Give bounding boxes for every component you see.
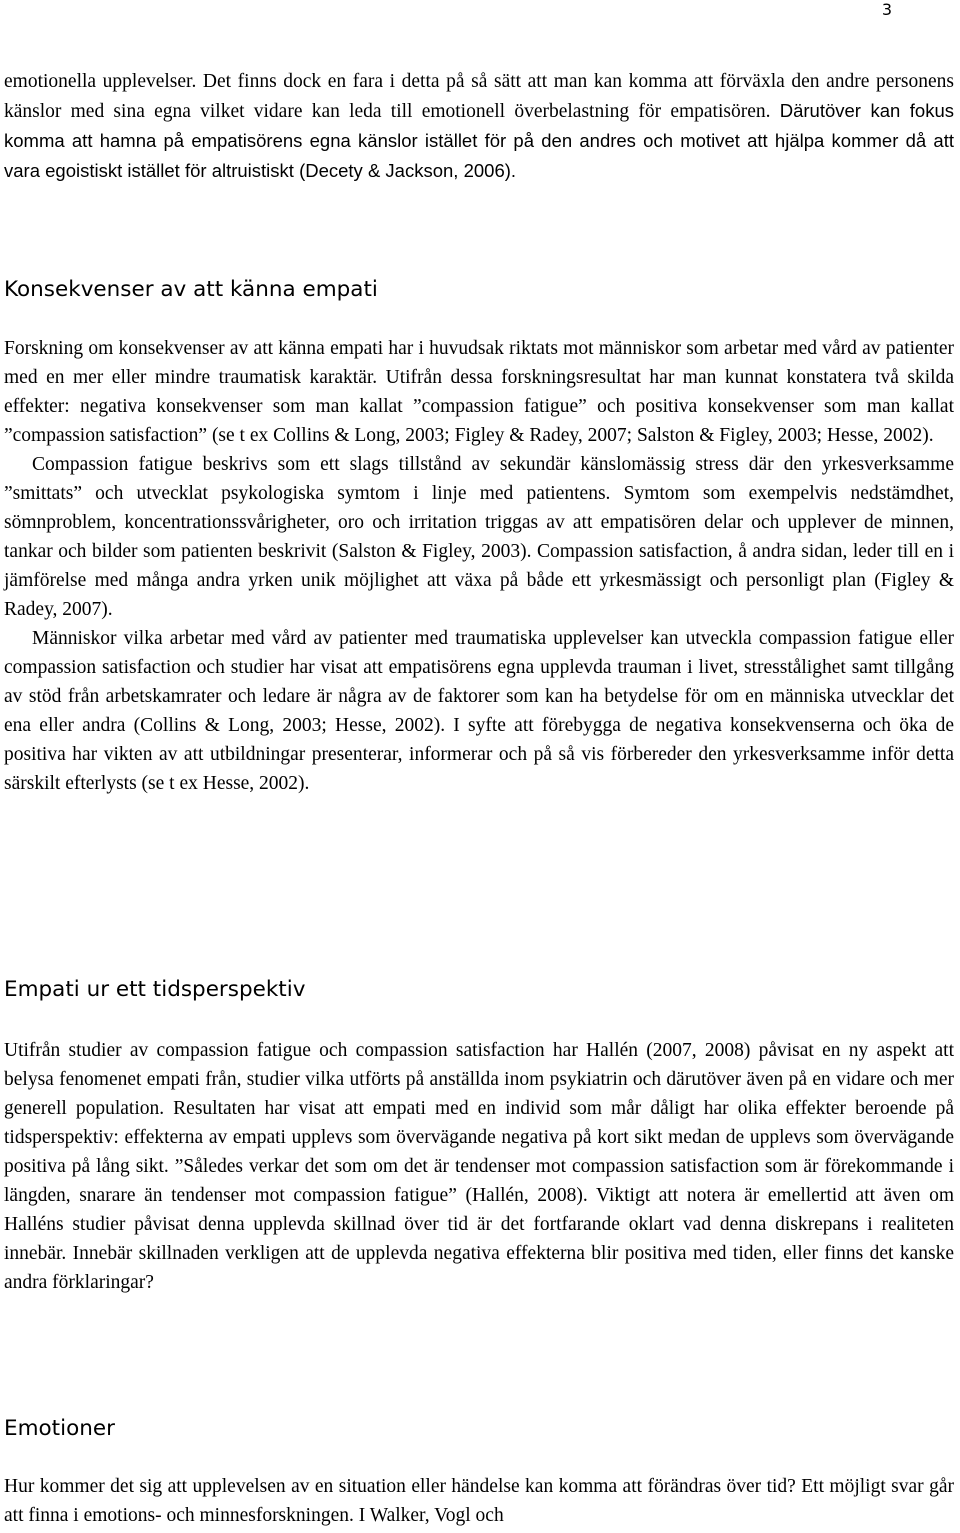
tidsperspektiv-paragraph-1: Utifrån studier av compassion fatigue och compassion satisfaction har Hallén (2007, 2008) påvisat en ny aspekt att belysa fenomenet empati från, studier vilka utförts på anställda inom psykiatrin och därutöver även på en vidare och mer generell population. Resultaten har visat att empati med en individ som mår dåligt har olika effekter beroende på tidsperspektiv: effekterna av empati upplevs som övervägande negativa på kort sikt medan de upplevs som övervägande positiva på lång sikt. ”Således verkar det som om det är tendenser mot compassion satisfaction som är förekommande i längden, snarare än tendenser mot compassion fatigue” (Hallén, 2008). Viktigt att notera är emellertid att även om Halléns studier påvisat denna upplevda skillnad över tid är det fortfarande oklart vad denna diskrepans i realiteten innebär. Innebär skillnaden verkligen att de upplevda negativa effekterna blir positiva med tiden, eller finns det kanske andra förklaringar? [4,1040,954,1293]
intro-paragraph [4,67,954,186]
heading-tidsperspektiv: Empati ur ett tidsperspektiv [4,977,306,1002]
konsekvenser-paragraph-1: Forskning om konsekvenser av att känna empati har i huvudsak riktats mot människor som arbetar med vård av patienter med en mer eller mindre traumatisk karaktär. Utifrån dessa forskningsresultat har man kunnat konstatera två skilda effekter: negativa konsekvenser som man kallat ”compassion fatigue” och positiva konsekvenser som man kallat ”compassion satisfaction” (se t ex Collins & Long, 2003; Figley & Radey, 2007; Salston & Figley, 2003; Hesse, 2002). [4,338,954,446]
heading-emotioner: Emotioner [4,1416,115,1441]
heading-konsekvenser: Konsekvenser av att känna empati [4,277,378,302]
page-number: 3 [881,0,892,19]
intro-text-sans: Därutöver kan fokus komma att hamna på empatisörens egna känslor istället för på den andres och motivet att hjälpa kommer då att vara egoistiskt istället för altruistiskt (Decety & Jackson, 2006). [4,100,954,181]
section-konsekvenser-body [4,334,954,798]
konsekvenser-paragraph-2: Compassion fatigue beskrivs som ett slags tillstånd av sekundär känslomässig stress där den yrkesverksamme ”smittats” och utvecklat psykologiska symtom i linje med patientens. Symtom som exempelvis nedstämdhet, sömnproblem, koncentrationssvårigheter, oro och irritation triggas av att empatisören delar och upplever de minnen, tankar och bilder som patienten beskrivit (Salston & Figley, 2003). Compassion satisfaction, å andra sidan, leder till en i jämförelse med många andra yrken unik möjlighet att växa på både ett yrkesmässigt och personligt plan (Figley & Radey, 2007). [4,454,954,620]
konsekvenser-paragraph-3: Människor vilka arbetar med vård av patienter med traumatiska upplevelser kan utveckla compassion fatigue eller compassion satisfaction och studier har visat att empatisörens egna upplevda trauman i livet, stresstålighet samt tillgång av stöd från arbetskamrater och ledare är några av de faktorer som kan ha betydelse för om en människa utvecklar det ena eller andra (Collins & Long, 2003; Hesse, 2002). I syfte att förebygga de negativa konsekvenserna och öka de positiva har vikten av att utbildningar presenterar, informerar och på så vis förbereder den yrkesverksamme inför detta särskilt efterlysts (se t ex Hesse, 2002). [4,628,954,794]
intro-text-serif: emotionella upplevelser. Det finns dock en fara i detta på så sätt att man kan komma att förväxla den andre personens känslor med sina egna vilket vidare kan leda till emotionell överbelastning för empatisören. [4,71,954,122]
emotioner-paragraph-1: Hur kommer det sig att upplevelsen av en situation eller händelse kan komma att förändras över tid? Ett möjligt svar går att finna i emotions- och minnesforskningen. I Walker, Vogl och [4,1476,954,1526]
